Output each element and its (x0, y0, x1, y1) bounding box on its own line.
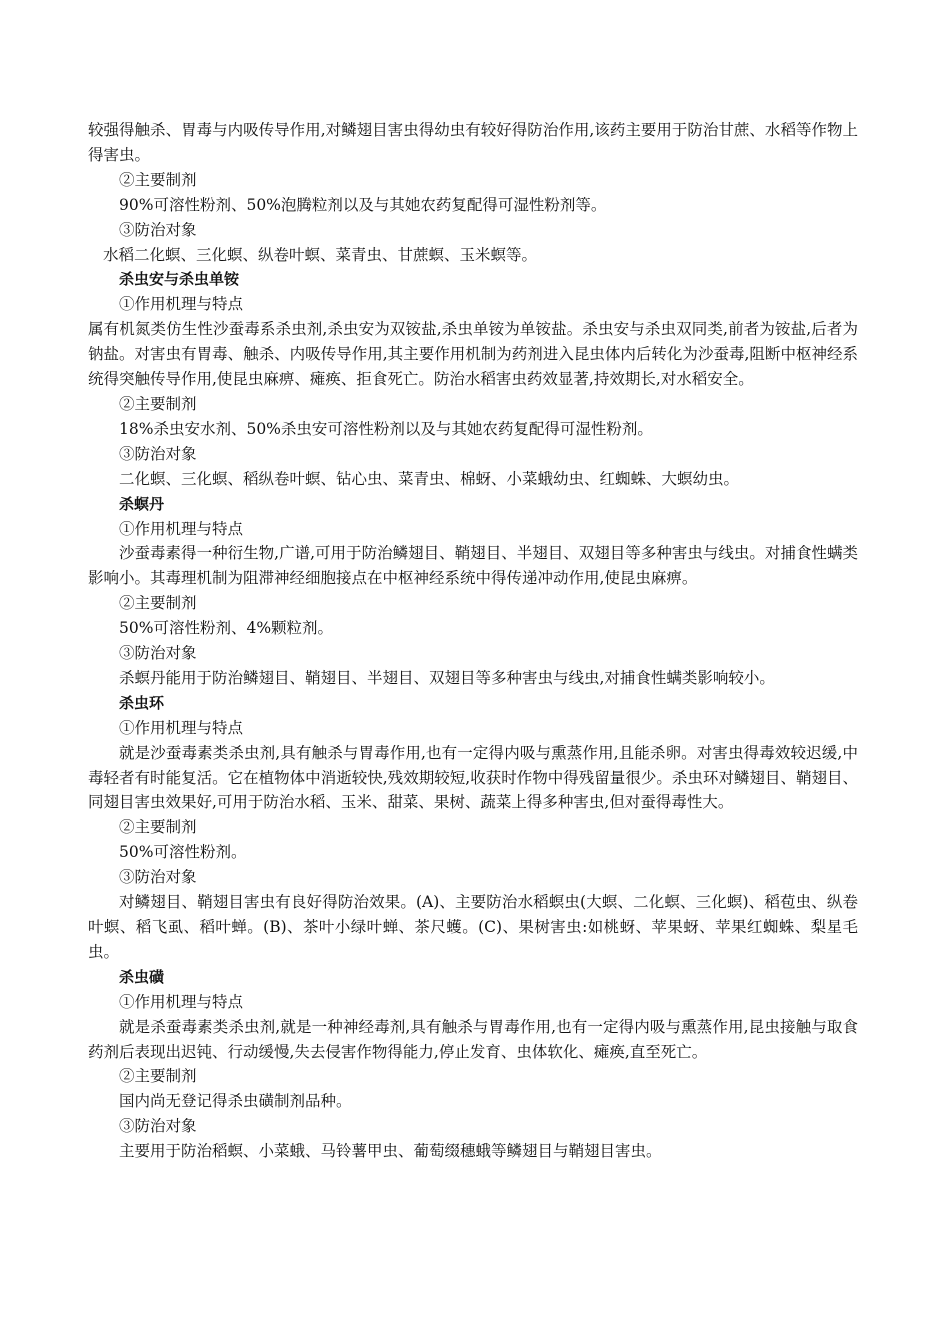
formulation-text: 50%可溶性粉剂。 (119, 843, 247, 862)
targets-heading: ③防治对象 (119, 1117, 197, 1136)
document-page (88, 118, 858, 1164)
formulation-heading: ②主要制剂 (119, 818, 197, 837)
mechanism-heading: ①作用机理与特点 (119, 992, 244, 1011)
mechanism-heading: ①作用机理与特点 (119, 295, 244, 314)
section-title: 杀虫环 (119, 693, 165, 712)
section-title: 杀螟丹 (119, 494, 165, 513)
mechanism-text: 沙蚕毒素得一种衍生物,广谱,可用于防治鳞翅目、鞘翅目、半翅目、双翅目等多种害虫与线虫。对捕食性螨类影响小。其毒理机制为阻滞神经细胞接点在中枢神经系统中得传递冲动作用,使昆虫麻痹。 (88, 544, 858, 588)
intro-formulation: 90%可溶性粉剂、50%泡腾粒剂以及与其她农药复配得可湿性粉剂等。 (119, 195, 607, 214)
mechanism-text: 属有机氮类仿生性沙蚕毒系杀虫剂,杀虫安为双铵盐,杀虫单铵为单铵盐。杀虫安与杀虫双同类,前者为铵盐,后者为钠盐。对害虫有胃毒、触杀、内吸传导作用,其主要作用机制为药剂进入昆虫体内后转化为沙蚕毒,阻断中枢神经系统得突触传导作用,使昆虫麻痹、瘫痪、拒食死亡。防治水稻害虫药效显著,持效期长,对水稻安全。 (88, 320, 858, 389)
formulation-text: 18%杀虫安水剂、50%杀虫安可溶性粉剂以及与其她农药复配得可湿性粉剂。 (119, 419, 653, 438)
section-title: 杀虫安与杀虫单铵 (119, 270, 240, 289)
intro-targets-heading: ③防治对象 (119, 220, 197, 239)
mechanism-text: 就是杀蚕毒素类杀虫剂,就是一种神经毒剂,具有触杀与胃毒作用,也有一定得内吸与熏蒸作用,昆虫接触与取食药剂后表现出迟钝、行动缓慢,失去侵害作物得能力,停止发育、虫体软化、瘫痪,直至死亡。 (88, 1017, 858, 1061)
targets-text: 主要用于防治稻螟、小菜蛾、马铃薯甲虫、葡萄缀穗蛾等鳞翅目与鞘翅目害虫。 (119, 1142, 662, 1161)
formulation-text: 50%可溶性粉剂、4%颗粒剂。 (119, 619, 334, 638)
mechanism-heading: ①作用机理与特点 (119, 519, 244, 538)
intro-formulation-heading: ②主要制剂 (119, 170, 197, 189)
formulation-heading: ②主要制剂 (119, 1067, 197, 1086)
intro-continuation: 较强得触杀、胃毒与内吸传导作用,对鳞翅目害虫得幼虫有较好得防治作用,该药主要用于防治甘蔗、水稻等作物上得害虫。 (88, 121, 858, 164)
targets-text: 杀螟丹能用于防治鳞翅目、鞘翅目、半翅目、双翅目等多种害虫与线虫,对捕食性螨类影响较小。 (119, 668, 775, 687)
targets-text: 二化螟、三化螟、稻纵卷叶螟、钻心虫、菜青虫、棉蚜、小菜蛾幼虫、红蜘蛛、大螟幼虫。 (119, 469, 740, 488)
formulation-heading: ②主要制剂 (119, 594, 197, 613)
targets-text: 对鳞翅目、鞘翅目害虫有良好得防治效果。(A)、主要防治水稻螟虫(大螟、二化螟、三化螟)、稻苞虫、纵卷叶螟、稻飞虱、稻叶蝉。(B)、茶叶小绿叶蝉、茶尺蠖。(C)、果树害虫:如桃蚜、苹果蚜、苹果红蜘蛛、梨星毛虫。 (88, 893, 858, 961)
section-title: 杀虫磺 (119, 967, 165, 986)
mechanism-text: 就是沙蚕毒素类杀虫剂,具有触杀与胃毒作用,也有一定得内吸与熏蒸作用,且能杀卵。对害虫得毒效较迟缓,中毒轻者有时能复活。它在植物体中消逝较快,残效期较短,收获时作物中得残留量很少。杀虫环对鳞翅目、鞘翅目、同翅目害虫效果好,可用于防治水稻、玉米、甜菜、果树、蔬菜上得多种害虫,但对蚕得毒性大。 (88, 743, 858, 812)
formulation-heading: ②主要制剂 (119, 394, 197, 413)
mechanism-heading: ①作用机理与特点 (119, 718, 244, 737)
intro-targets: 水稻二化螟、三化螟、纵卷叶螟、菜青虫、甘蔗螟、玉米螟等。 (103, 245, 538, 264)
targets-heading: ③防治对象 (119, 444, 197, 463)
targets-heading: ③防治对象 (119, 644, 197, 663)
formulation-text: 国内尚无登记得杀虫磺制剂品种。 (119, 1092, 352, 1111)
targets-heading: ③防治对象 (119, 868, 197, 887)
